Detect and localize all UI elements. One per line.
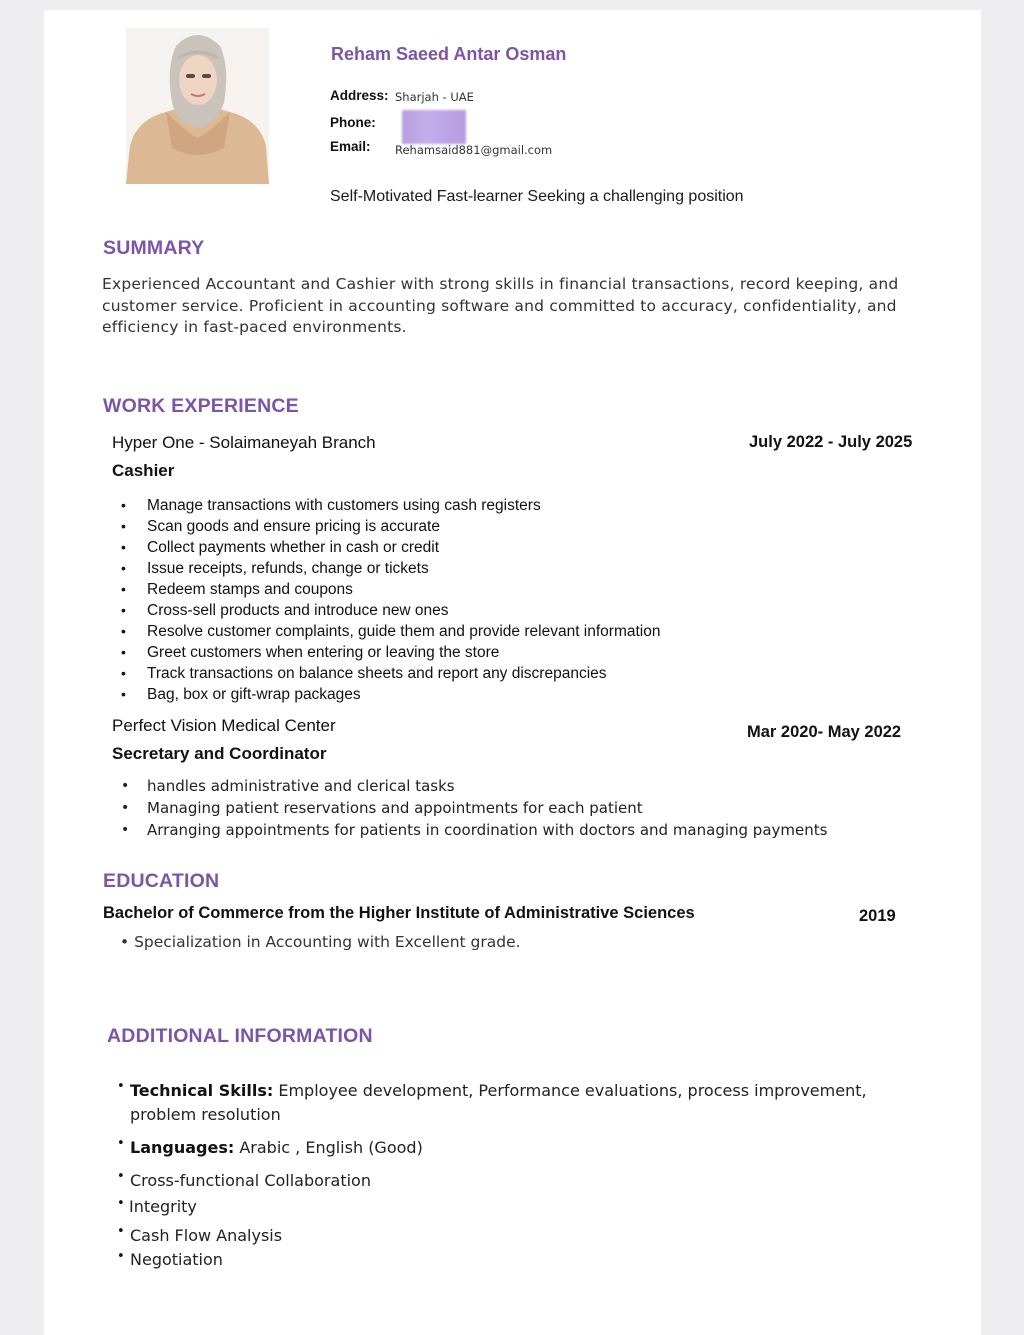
list-item: • handles administrative and clerical tasks [118, 775, 827, 797]
bullet: • [117, 1249, 125, 1264]
list-item: • Cross-sell products and introduce new ones [118, 600, 660, 621]
phone-label: Phone: [330, 115, 376, 130]
bullet: • [117, 1224, 125, 1239]
list-item: • Redeem stamps and coupons [118, 579, 660, 600]
skill-item: Cash Flow Analysis [130, 1226, 283, 1245]
work-experience-heading: WORK EXPERIENCE [103, 395, 299, 417]
tagline: Self-Motivated Fast-learner Seeking a challenging position [330, 188, 744, 205]
list-item: • Issue receipts, refunds, change or tickets [118, 558, 660, 579]
list-item: • Collect payments whether in cash or credit [118, 537, 660, 558]
job-role: Secretary and Coordinator [112, 744, 327, 763]
languages-label: Languages: [130, 1138, 235, 1157]
list-item: • Greet customers when entering or leaving the store [118, 642, 660, 663]
technical-skills-item [130, 1079, 867, 1103]
education-heading: EDUCATION [103, 870, 220, 892]
technical-skills-value-cont: problem resolution [130, 1105, 281, 1124]
education-note: • Specialization in Accounting with Excellent grade. [120, 933, 521, 951]
summary-heading: SUMMARY [103, 237, 205, 259]
email-label: Email: [330, 139, 371, 154]
list-item: • Scan goods and ensure pricing is accurate [118, 516, 660, 537]
email-value[interactable]: Rehamsaid881@gmail.com [395, 143, 553, 157]
skill-item: Negotiation [130, 1250, 223, 1269]
skill-item: Cross-functional Collaboration [130, 1171, 371, 1190]
job-role: Cashier [112, 461, 175, 480]
additional-info-heading: ADDITIONAL INFORMATION [107, 1025, 373, 1047]
education-year: 2019 [859, 907, 896, 925]
job-duties-list [118, 495, 660, 705]
profile-photo-image [126, 28, 269, 184]
languages-value: Arabic , English (Good) [239, 1138, 423, 1157]
technical-skills-label: Technical Skills: [130, 1081, 274, 1100]
list-item: • Track transactions on balance sheets and report any discrepancies [118, 663, 660, 684]
job-company: Perfect Vision Medical Center [112, 716, 336, 735]
address-value: Sharjah - UAE [395, 90, 474, 104]
job-duties-list [118, 775, 827, 841]
job-dates: Mar 2020- May 2022 [747, 723, 902, 741]
resume-page [44, 10, 981, 1335]
summary-text: Experienced Accountant and Cashier with strong skills in financial transactions, record keeping, and customer service. Proficient in accounting software and committed to accuracy, confidentiality, and efficiency in fast-paced environments. [102, 275, 899, 336]
technical-skills-value: Employee development, Performance evaluations, process improvement, [278, 1081, 867, 1100]
profile-photo [126, 28, 269, 184]
list-item: • Arranging appointments for patients in coordination with doctors and managing payments [118, 819, 827, 841]
list-item: • Manage transactions with customers using cash registers [118, 495, 660, 516]
education-degree: Bachelor of Commerce from the Higher Institute of Administrative Sciences [103, 904, 695, 922]
job-company: Hyper One - Solaimaneyah Branch [112, 433, 376, 452]
bullet: • [117, 1196, 125, 1211]
phone-redacted [402, 110, 466, 144]
job-dates: July 2022 - July 2025 [749, 433, 913, 451]
bullet: • [117, 1169, 125, 1184]
bullet: • [117, 1136, 125, 1151]
candidate-name: Reham Saeed Antar Osman [331, 44, 567, 64]
list-item: • Managing patient reservations and appointments for each patient [118, 797, 827, 819]
bullet: • [117, 1079, 125, 1094]
list-item: • Resolve customer complaints, guide them and provide relevant information [118, 621, 660, 642]
list-item: • Bag, box or gift-wrap packages [118, 684, 660, 705]
languages-item [130, 1136, 423, 1160]
address-label: Address: [330, 88, 389, 103]
skill-item: Integrity [129, 1197, 197, 1216]
